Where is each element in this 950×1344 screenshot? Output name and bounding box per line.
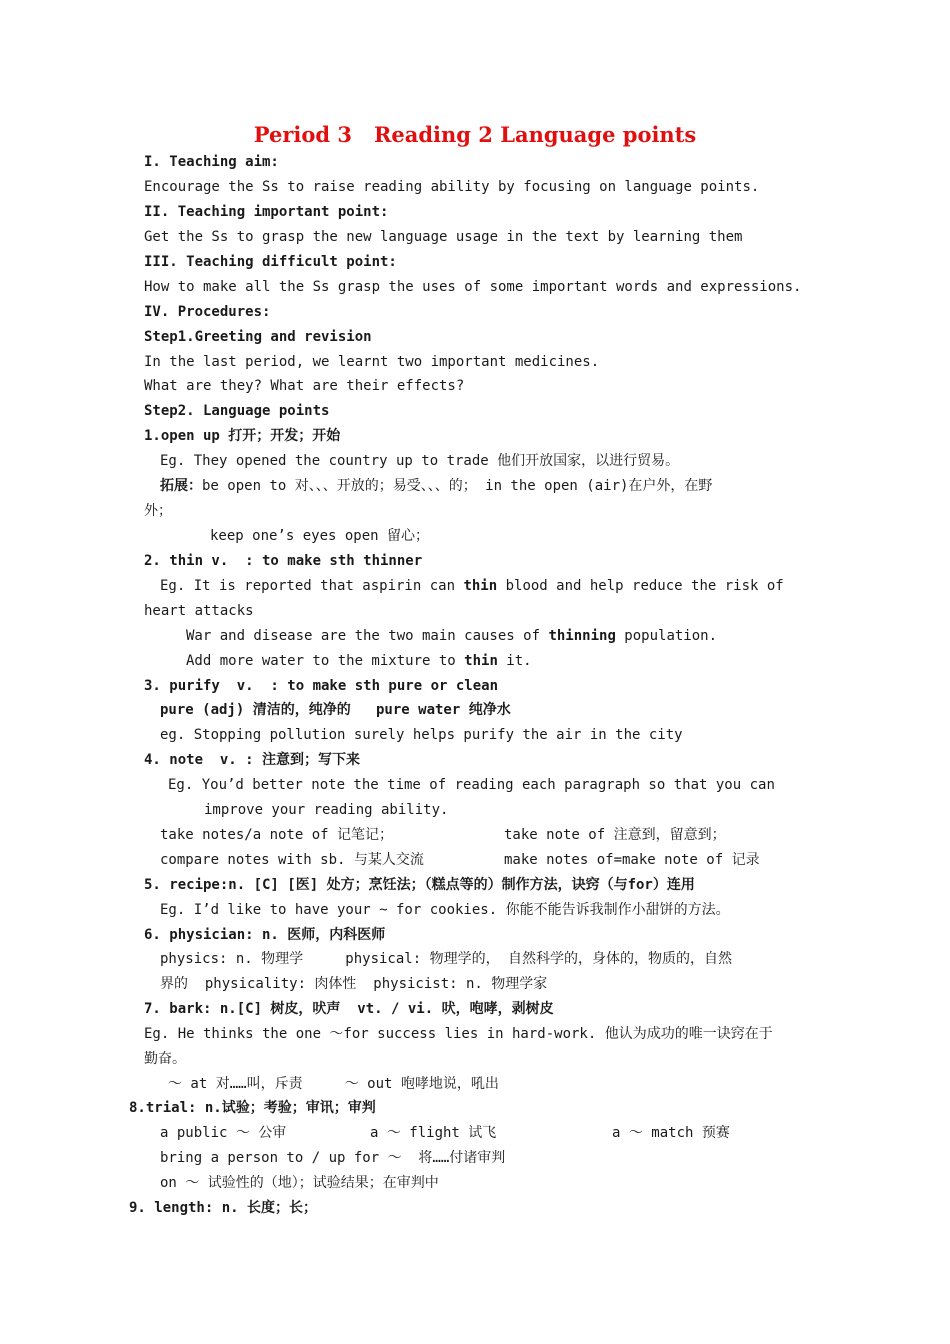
extension-label: 拓展： [160,478,202,494]
collocation: ～ at 对……叫，斥责 ～ out 咆哮地说，吼出 [168,1076,499,1092]
extension-line: keep one’s eyes open 留心； [210,528,430,544]
example-sentence: 勤奋。 [144,1051,186,1067]
step1-line: In the last period, we learnt two important medicines. [144,354,600,370]
page-title: Period 3 Reading 2 Language points [253,122,697,147]
example-sentence [160,576,784,596]
collocation: a ～ match 预赛 [612,1125,730,1141]
collocation: make notes of=make note of 记录 [504,852,760,868]
example-text: Eg. It is reported that aspirin can [160,578,464,594]
example-sentence: Eg. He thinks the one ～for success lies in hard-work. 他认为成功的唯一诀窍在于 [144,1026,773,1042]
point-heading: 1.open up 打开；开发；开始 [144,428,341,444]
collocation: a ～ flight 试飞 [370,1125,497,1141]
point-heading: 2. thin v. : to make sth thinner [144,553,423,569]
example-sentence: Eg. I’d like to have your ~ for cookies. 你能不能告诉我制作小甜饼的方法。 [160,902,730,918]
point-heading: 4. note v. : 注意到；写下来 [144,752,361,768]
point-heading: 6. physician: n. 医师，内科医师 [144,927,386,943]
related-words: physics: n. 物理学 physical: 物理学的， 自然科学的，身体的，物质的，自然 [160,951,733,967]
related-words: 界的 physicality: 肉体性 physicist: n. 物理学家 [160,976,548,992]
extension-text: be open to 对、、、开放的；易受、、、的； in the open (air)在户外，在野 [202,478,713,494]
step1-line: What are they? What are their effects? [144,378,465,394]
highlighted-word: thin [463,578,498,594]
highlighted-word: thinning [548,628,616,644]
example-text: it. [497,653,532,669]
point-heading: 3. purify v. : to make sth pure or clean [144,678,499,694]
collocation: take note of 注意到，留意到； [504,827,726,843]
example-text: blood and help reduce the risk of [497,578,784,594]
procedures-heading: IV. Procedures: [144,304,271,320]
example-sentence [186,651,532,671]
collocation: compare notes with sb. 与某人交流 [160,852,424,868]
example-sentence: heart attacks [144,603,254,619]
point-heading: 5. recipe:n. [C] [医] 处方；烹饪法；（糕点等的）制作方法，诀窍（与for）连用 [144,877,695,893]
example-sentence [186,626,717,646]
step2-heading: Step2. Language points [144,403,330,419]
example-sentence: improve your reading ability. [204,802,449,818]
example-sentence: Eg. You’d better note the time of reading each paragraph so that you can [168,777,775,793]
collocation: a public ～ 公审 [160,1125,287,1141]
point-heading: 9. length: n. 长度；长； [129,1200,318,1216]
example-sentence: Eg. They opened the country up to trade 他们开放国家，以进行贸易。 [160,453,680,469]
example-sentence: eg. Stopping pollution surely helps purify the air in the city [160,727,683,743]
collocation: take notes/a note of 记笔记； [160,827,394,843]
point-subheading: pure (adj) 清洁的，纯净的 pure water 纯净水 [160,702,511,718]
difficult-point-heading: III. Teaching difficult point: [144,254,397,270]
teaching-aim-text: Encourage the Ss to raise reading ability by focusing on language points. [144,179,760,195]
extension-line [160,476,712,496]
teaching-aim-heading: I. Teaching aim: [144,154,279,170]
collocation: bring a person to / up for ～ 将……付诸审判 [160,1150,506,1166]
point-heading: 7. bark: n.[C] 树皮，吠声 vt. / vi. 吠，咆哮，剥树皮 [144,1001,554,1017]
point-heading: 8.trial: n.试验；考验；审讯；审判 [129,1100,376,1116]
step1-heading: Step1.Greeting and revision [144,329,372,345]
difficult-point-text: How to make all the Ss grasp the uses of some important words and expressions. [144,279,802,295]
collocation: on ～ 试验性的（地）；试验结果；在审判中 [160,1175,439,1191]
example-text: Add more water to the mixture to [186,653,465,669]
important-point-text: Get the Ss to grasp the new language usage in the text by learning them [144,229,743,245]
extension-line: 外； [144,503,172,519]
highlighted-word: thin [464,653,498,669]
important-point-heading: II. Teaching important point: [144,204,389,220]
example-text: population. [615,628,718,644]
example-text: War and disease are the two main causes of [186,628,549,644]
